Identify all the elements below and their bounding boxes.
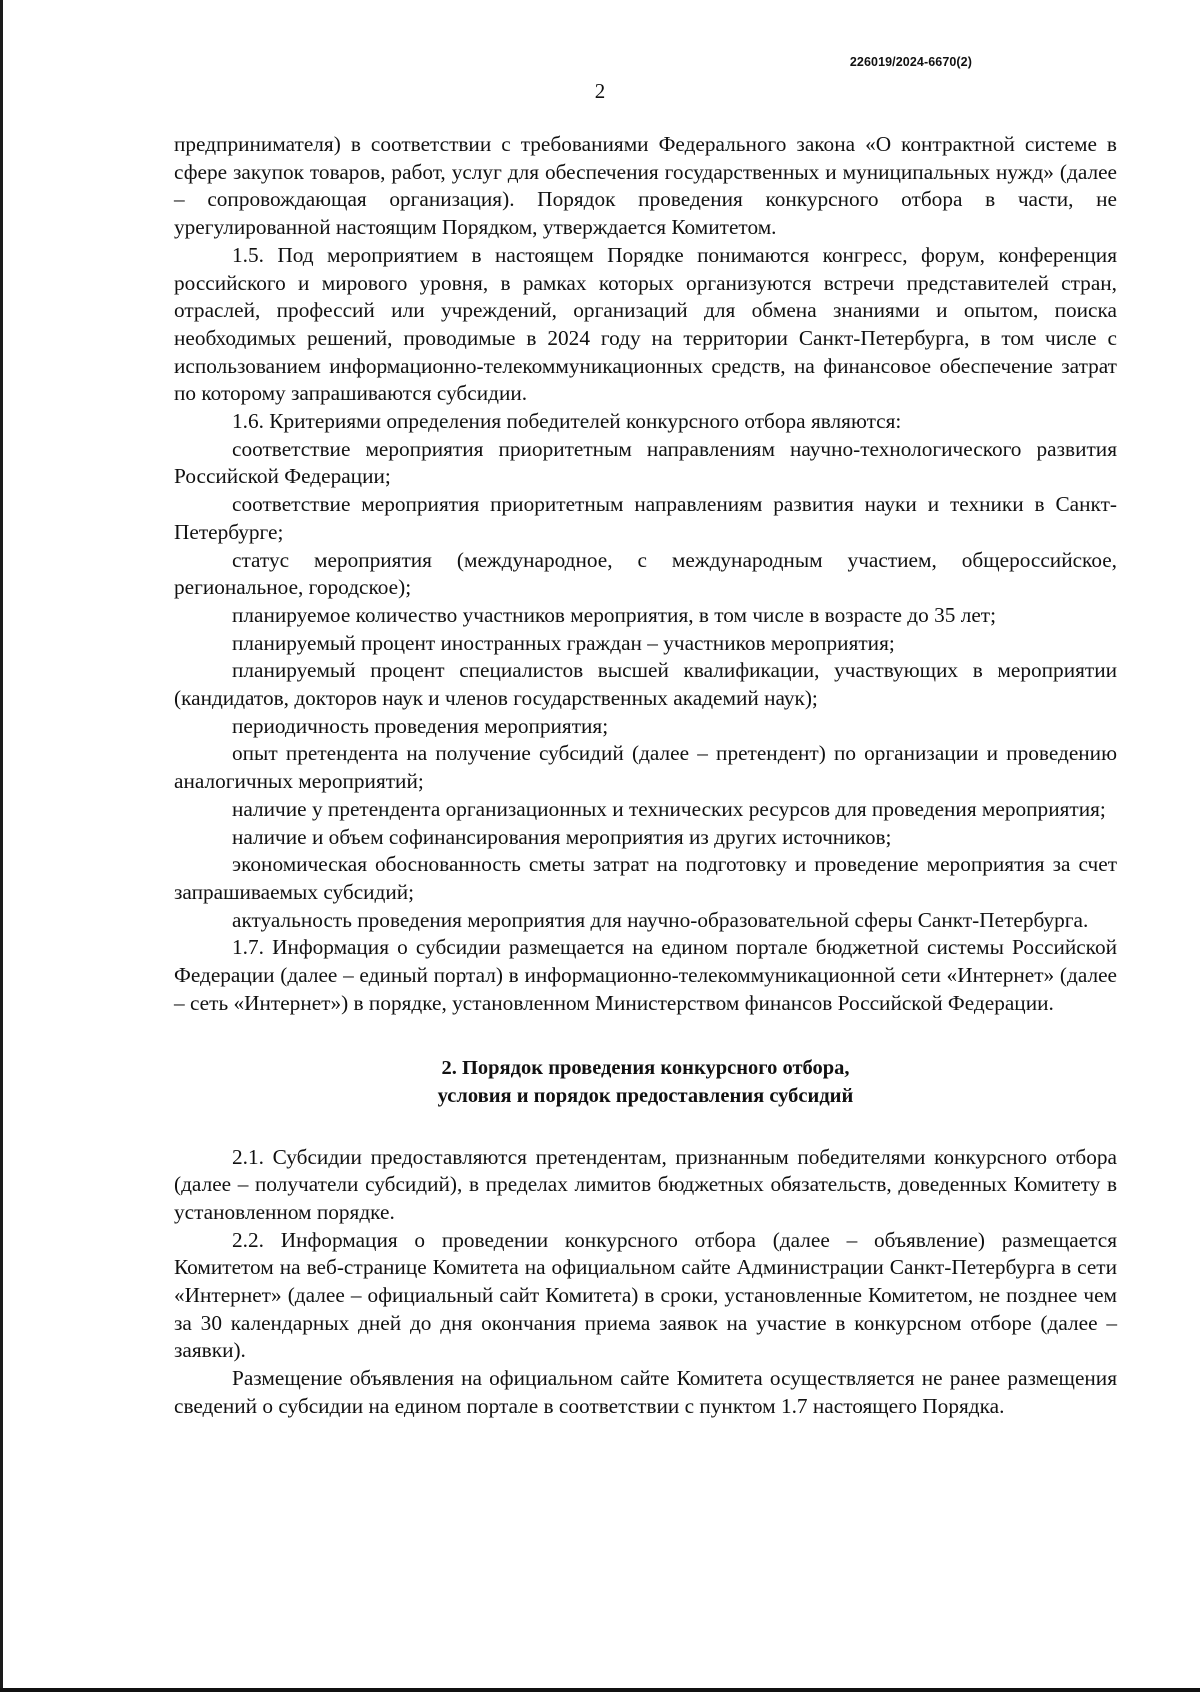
criterion-item: статус мероприятия (международное, с международным участием, общероссийское, региональное, городское);: [174, 547, 1117, 600]
paragraph-1-7: 1.7. Информация о субсидии размещается на едином портале бюджетной системы Российской Федерации (далее – единый портал) в информационно-телекоммуникационной сети «Интернет» (далее – сеть «Интернет») в порядке, установленном Министерством финансов Российской Федерации.: [174, 935, 1117, 1015]
criterion-item: соответствие мероприятия приоритетным направлениям развития науки и техники в Санкт-Петербурге;: [174, 492, 1117, 544]
criterion-item: планируемое количество участников мероприятия, в том числе в возрасте до 35 лет;: [232, 602, 997, 627]
paragraph-2-2: 2.2. Информация о проведении конкурсного отбора (далее – объявление) размещается Комитетом на веб-странице Комитета на официальном сайте Администрации Санкт-Петербурга в сети «Интернет» (далее – официальный сайт Комитета) в сроки, установленные Комитетом, не позднее чем за 30 календарных дней до дня окончания приема заявок на участие в конкурсном отборе (далее – заявки).: [174, 1227, 1117, 1363]
criterion-item: наличие у претендента организационных и технических ресурсов для проведения мероприятия;: [232, 796, 1106, 821]
section-heading: [174, 1054, 1117, 1110]
paragraph-announcement: Размещение объявления на официальном сайте Комитета осуществляется не ранее размещения сведений о субсидии на едином портале в соответствии с пунктом 1.7 настоящего Порядка.: [174, 1366, 1117, 1418]
criterion-item: опыт претендента на получение субсидий (далее – претендент) по организации и проведению аналогичных мероприятий;: [174, 741, 1117, 794]
criterion-item: периодичность проведения мероприятия;: [232, 713, 609, 738]
paragraph-1-5: 1.5. Под мероприятием в настоящем Порядке понимаются конгресс, форум, конференция российского и мирового уровня, в рамках которых организуются встречи представителей стран, отраслей, профессий или учреждений, организаций для обмена знаниями и опытом, поиска необходимых решений, проводимые в 2024 году на территории Санкт-Петербурга, в том числе с использованием информационно-телекоммуникационных средств, на финансовое обеспечение затрат по которому запрашиваются субсидии.: [174, 242, 1117, 406]
criterion-item: актуальность проведения мероприятия для научно-образовательной сферы Санкт-Петербурга.: [232, 907, 1089, 932]
section-heading-line-2: условия и порядок предоставления субсидий: [437, 1084, 854, 1107]
paragraph-2-1: 2.1. Субсидии предоставляются претендентам, признанным победителями конкурсного отбора (далее – получатели субсидий), в пределах лимитов бюджетных обязательств, доведенных Комитету в установленном порядке.: [174, 1144, 1117, 1224]
scan-edge-left: [0, 0, 3, 1692]
criterion-item: наличие и объем софинансирования мероприятия из других источников;: [232, 824, 892, 849]
scan-edge-bottom: [0, 1688, 1200, 1692]
page-number: 2: [594, 79, 606, 103]
section-heading-line-1: 2. Порядок проведения конкурсного отбора,: [441, 1056, 850, 1079]
criterion-item: планируемый процент иностранных граждан – участников мероприятия;: [232, 630, 895, 655]
document-number: 226019/2024-6670(2): [849, 55, 972, 69]
criterion-item: экономическая обоснованность сметы затрат на подготовку и проведение мероприятия за счет запрашиваемых субсидий;: [174, 852, 1117, 904]
criterion-item: планируемый процент специалистов высшей квалификации, участвующих в мероприятии (кандидатов, докторов наук и членов государственных академий наук);: [174, 658, 1117, 711]
criterion-item: соответствие мероприятия приоритетным направлениям научно-технологического развития Российской Федерации;: [174, 436, 1117, 489]
paragraph-1-6: 1.6. Критериями определения победителей конкурсного отбора являются:: [232, 409, 902, 434]
paragraph-intro: предпринимателя) в соответствии с требованиями Федерального закона «О контрактной системе в сфере закупок товаров, работ, услуг для обеспечения государственных и муниципальных нужд» (далее – сопровождающая организация). Порядок проведения конкурсного отбора в части, не урегулированной настоящим Порядком, утверждается Комитетом.: [174, 132, 1117, 240]
document-body: [174, 131, 1117, 1421]
